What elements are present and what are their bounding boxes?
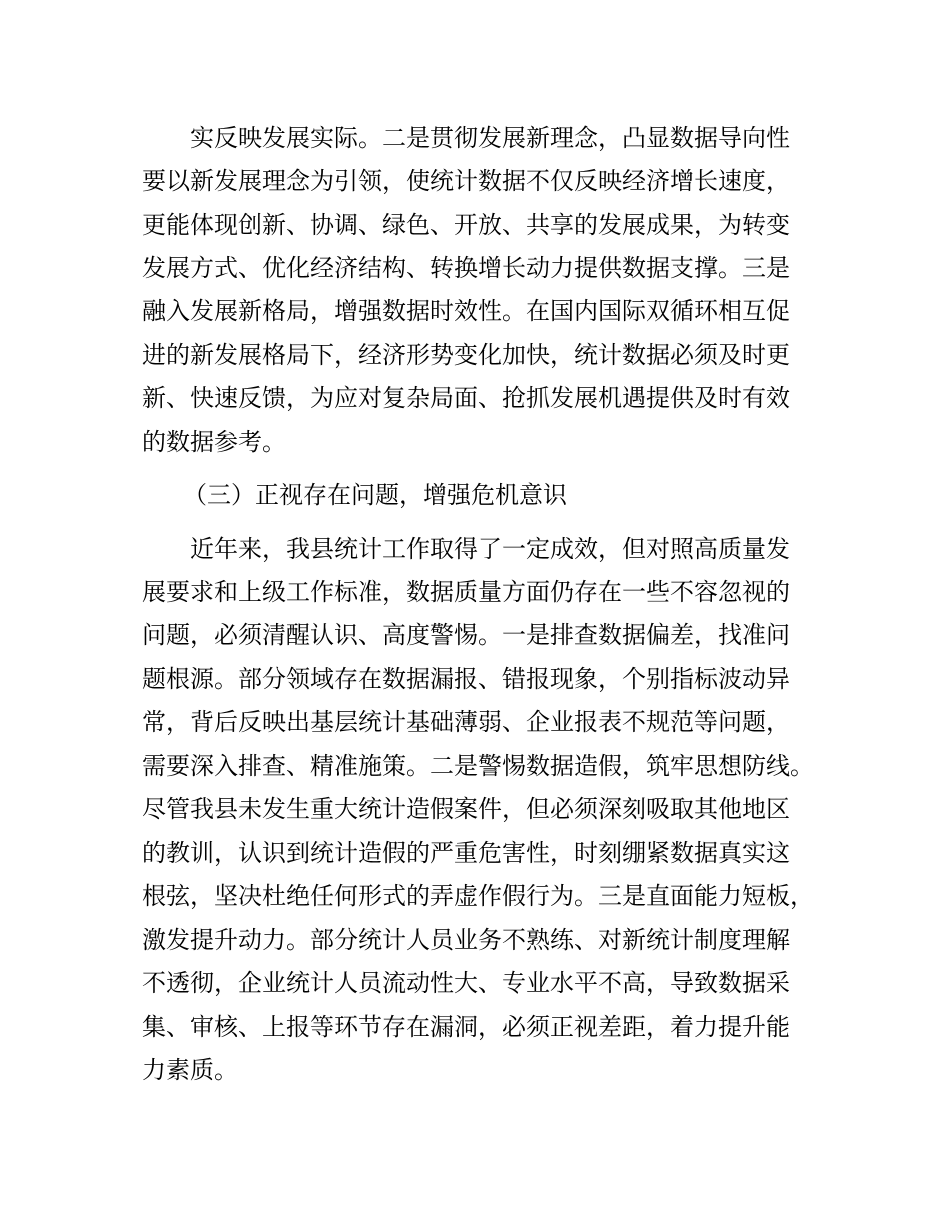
paragraph-line: 激发提升动力。部分统计人员业务不熟练、对新统计制度理解 — [142, 926, 790, 954]
paragraph-line: 常，背后反映出基层统计基础薄弱、企业报表不规范等问题， — [142, 708, 790, 736]
paragraph-line: 发展方式、优化经济结构、转换增长动力提供数据支撑。三是 — [142, 254, 790, 282]
paragraph-line: 尽管我县未发生重大统计造假案件，但必须深刻吸取其他地区 — [142, 795, 790, 823]
paragraph-line: 根弦，坚决杜绝任何形式的弄虚作假行为。三是直面能力短板， — [142, 882, 814, 910]
paragraph-line: 集、审核、上报等环节存在漏洞，必须正视差距，着力提升能 — [142, 1013, 790, 1041]
paragraph-line: 力素质。 — [142, 1056, 238, 1084]
paragraph-line: 实反映发展实际。二是贯彻发展新理念，凸显数据导向性 — [190, 124, 790, 152]
paragraph-line: 近年来，我县统计工作取得了一定成效，但对照高质量发 — [190, 535, 790, 563]
paragraph-line: 展要求和上级工作标准，数据质量方面仍存在一些不容忽视的 — [142, 578, 790, 606]
paragraph-line: 不透彻，企业统计人员流动性大、专业水平不高，导致数据采 — [142, 969, 790, 997]
paragraph-line: 更能体现创新、协调、绿色、开放、共享的发展成果，为转变 — [142, 211, 790, 239]
paragraph-line: 需要深入排查、精准施策。二是警惕数据造假，筑牢思想防线。 — [142, 752, 814, 780]
paragraph-line: 的教训，认识到统计造假的严重危害性，时刻绷紧数据真实这 — [142, 839, 790, 867]
paragraph-line: 题根源。部分领域存在数据漏报、错报现象，个别指标波动异 — [142, 665, 790, 693]
paragraph-line: 的数据参考。 — [142, 428, 286, 456]
paragraph-line: 融入发展新格局，增强数据时效性。在国内国际双循环相互促 — [142, 297, 790, 325]
paragraph-line: 问题，必须清醒认识、高度警惕。一是排查数据偏差，找准问 — [142, 621, 790, 649]
paragraph-line: 新、快速反馈，为应对复杂局面、抢抓发展机遇提供及时有效 — [142, 384, 790, 412]
paragraph-line: 进的新发展格局下，经济形势变化加快，统计数据必须及时更 — [142, 341, 790, 369]
paragraph-line: 要以新发展理念为引领，使统计数据不仅反映经济增长速度， — [142, 167, 790, 195]
section-heading: （三）正视存在问题，增强危机意识 — [183, 481, 567, 509]
